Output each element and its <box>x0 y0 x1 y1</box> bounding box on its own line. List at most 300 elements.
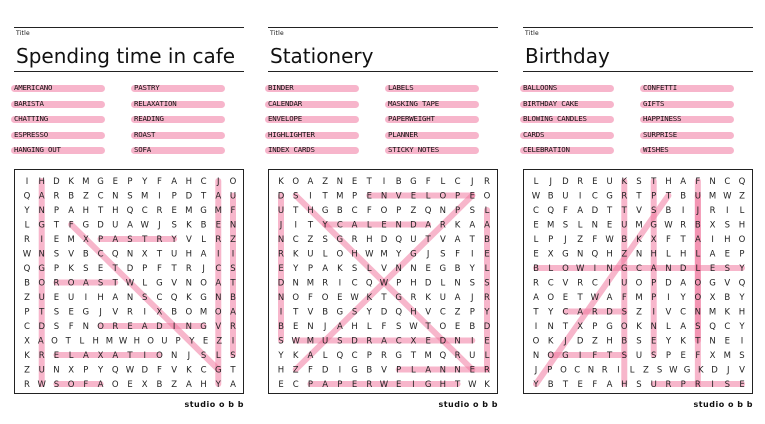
grid-letter: R <box>484 177 490 187</box>
grid-letter: F <box>695 177 701 187</box>
grid-letter: D <box>380 307 388 318</box>
grid-letter: E <box>724 336 730 347</box>
grid-letter: L <box>548 264 554 274</box>
word-text: READING <box>134 114 164 123</box>
grid-letter: S <box>97 278 104 289</box>
grid-letter: I <box>84 293 88 303</box>
grid-letter: Z <box>739 191 745 202</box>
grid-letter: A <box>336 322 343 332</box>
grid-letter: J <box>187 351 191 361</box>
grid-letter: P <box>548 235 554 245</box>
grid-letter: Y <box>142 177 148 187</box>
grid-letter: K <box>636 322 642 332</box>
grid-letter: T <box>621 206 627 216</box>
grid-letter: H <box>92 336 99 347</box>
grid-letter: B <box>68 191 75 202</box>
grid-letter: N <box>635 249 643 260</box>
grid-letter: U <box>469 351 476 361</box>
grid-letter: S <box>440 249 446 260</box>
grid-letter: V <box>112 307 119 318</box>
grid-letter: L <box>629 365 635 376</box>
grid-letter: O <box>620 322 628 332</box>
title-rule <box>523 71 753 72</box>
grid-letter: J <box>471 293 474 303</box>
grid-letter: P <box>680 380 686 390</box>
grid-letter: M <box>185 206 193 216</box>
word-text: BLOWING CANDLES <box>523 114 587 123</box>
grid-letter: E <box>127 322 133 332</box>
grid-letter: T <box>425 235 431 245</box>
grid-letter: A <box>425 365 432 376</box>
grid-letter: E <box>606 220 613 231</box>
grid-letter: H <box>410 278 417 289</box>
grid-letter: I <box>711 380 714 390</box>
grid-letter: Y <box>680 293 686 303</box>
grid-letter: Q <box>23 191 31 202</box>
grid-letter: P <box>337 380 343 390</box>
grid-letter: A <box>141 322 148 332</box>
grid-letter: D <box>576 336 584 347</box>
grid-letter: A <box>215 191 222 202</box>
grid-letter: T <box>425 322 431 332</box>
grid-letter: A <box>200 249 207 260</box>
grid-letter: T <box>230 365 236 376</box>
grid-letter: L <box>68 351 74 361</box>
grid-letter: N <box>170 351 178 361</box>
grid-letter: R <box>53 191 60 202</box>
grid-letter: A <box>650 264 657 274</box>
grid-letter: W <box>409 322 418 332</box>
grid-letter: A <box>454 235 461 245</box>
grid-letter: L <box>24 220 30 231</box>
grid-letter: B <box>156 380 163 390</box>
grid-letter: Q <box>111 365 119 376</box>
grid-letter: P <box>665 351 671 361</box>
grid-letter: Q <box>395 235 403 245</box>
grid-letter: R <box>591 307 598 318</box>
grid-letter: O <box>156 351 163 361</box>
word-list-item <box>268 115 302 123</box>
word-text: BIRTHDAY CAKE <box>523 98 579 108</box>
grid-letter: I <box>593 264 597 274</box>
grid-letter: M <box>67 235 75 245</box>
grid-letter: I <box>279 307 283 318</box>
grid-letter: A <box>351 220 358 231</box>
grid-letter: O <box>147 336 154 347</box>
grid-letter: A <box>680 278 687 289</box>
grid-letter: C <box>200 177 207 187</box>
grid-letter: I <box>740 336 744 347</box>
grid-letter: W <box>531 191 541 202</box>
word-text: SURPRISE <box>643 129 677 139</box>
word-list-item <box>134 146 151 154</box>
grid-letter: H <box>185 177 193 187</box>
grid-letter: T <box>112 264 118 274</box>
grid-letter: R <box>484 365 490 376</box>
grid-letter: M <box>723 351 731 361</box>
grid-letter: V <box>425 307 432 318</box>
grid-letter: K <box>724 307 731 318</box>
grid-letter: S <box>322 235 328 245</box>
grid-letter: Y <box>548 307 554 318</box>
grid-letter: G <box>562 249 569 260</box>
grid-letter: H <box>724 235 731 245</box>
grid-letter: R <box>694 380 701 390</box>
grid-letter: I <box>711 235 714 245</box>
grid-letter: K <box>337 264 343 274</box>
grid-letter: B <box>724 293 731 303</box>
grid-letter: E <box>562 293 569 303</box>
grid-letter: J <box>279 220 283 231</box>
grid-letter: R <box>156 235 163 245</box>
grid-letter: I <box>534 322 538 332</box>
grid-letter: G <box>97 177 104 187</box>
word-text: AMERICANO <box>14 83 53 92</box>
grid-letter: L <box>322 351 328 361</box>
grid-letter: I <box>412 380 415 390</box>
grid-letter: G <box>439 264 447 274</box>
grid-letter: G <box>709 278 716 289</box>
grid-letter: F <box>156 177 162 187</box>
grid-letter: N <box>395 220 402 231</box>
grid-letter: H <box>606 336 613 347</box>
grid-letter: Z <box>82 191 89 202</box>
grid-letter: O <box>380 206 388 216</box>
grid-letter: C <box>574 365 581 376</box>
grid-letter: T <box>97 206 104 216</box>
grid-letter: E <box>680 351 686 361</box>
word-list-item <box>388 100 439 108</box>
grid-letter: E <box>53 351 60 361</box>
grid-letter: S <box>200 351 207 361</box>
word-text: ROAST <box>134 129 156 139</box>
grid-letter: I <box>578 191 582 202</box>
grid-letter: O <box>694 278 702 289</box>
word-list-item <box>388 146 439 154</box>
grid-letter: E <box>484 336 490 347</box>
grid-letter: K <box>366 293 373 303</box>
panel-stationery <box>268 0 498 424</box>
grid-letter: C <box>454 177 461 187</box>
grid-letter: W <box>140 220 149 231</box>
grid-letter: B <box>621 336 628 347</box>
grid-letter: I <box>617 365 620 376</box>
grid-letter: U <box>322 336 329 347</box>
grid-letter: W <box>350 293 359 303</box>
grid-letter: P <box>455 191 461 202</box>
grid-letter: S <box>396 322 402 332</box>
grid-letter: N <box>587 365 595 376</box>
grid-letter: B <box>230 293 236 303</box>
grid-letter: P <box>307 380 313 390</box>
grid-letter: X <box>650 235 657 245</box>
grid-letter: T <box>562 322 569 332</box>
grid-letter: C <box>97 249 104 260</box>
grid-letter: F <box>562 206 568 216</box>
grid-letter: X <box>577 322 584 332</box>
grid-letter: W <box>291 336 300 347</box>
grid-letter: P <box>307 264 313 274</box>
word-text: CHATTING <box>14 114 48 123</box>
grid-letter: X <box>547 249 554 260</box>
grid-letter: G <box>38 264 46 274</box>
grid-letter: D <box>679 264 687 274</box>
grid-letter: N <box>38 249 45 260</box>
grid-letter: N <box>336 177 344 187</box>
grid-letter: W <box>365 249 374 260</box>
word-text: RELAXATION <box>134 98 177 108</box>
grid-letter: D <box>606 307 613 318</box>
grid-letter: G <box>82 307 90 318</box>
word-list-item <box>134 131 155 139</box>
grid-letter: C <box>351 351 358 361</box>
grid-letter: E <box>202 336 209 347</box>
grid-letter: U <box>307 249 314 260</box>
letter-grid-svg <box>524 170 751 392</box>
grid-letter: R <box>577 177 584 187</box>
grid-letter: I <box>338 365 342 376</box>
grid-letter: M <box>708 191 717 202</box>
word-list-item <box>523 84 557 92</box>
grid-letter: U <box>694 191 701 202</box>
grid-letter: Z <box>454 307 461 318</box>
grid-letter: S <box>351 264 358 274</box>
grid-letter: W <box>379 380 389 390</box>
grid-letter: G <box>200 322 207 332</box>
grid-letter: M <box>380 249 388 260</box>
top-rule <box>14 27 244 28</box>
grid-letter: A <box>533 293 539 303</box>
word-list <box>523 84 753 159</box>
grid-letter: D <box>351 336 358 347</box>
grid-letter: T <box>156 249 163 260</box>
grid-letter: B <box>336 206 343 216</box>
grid-letter: C <box>292 380 299 390</box>
grid-letter: P <box>175 336 181 347</box>
grid-letter: Z <box>24 365 30 376</box>
grid-letter: H <box>97 293 104 303</box>
grid-letter: V <box>307 307 314 318</box>
grid-letter: L <box>739 206 745 216</box>
word-text: CELEBRATION <box>523 145 570 154</box>
grid-letter: C <box>439 307 446 318</box>
grid-letter: H <box>738 220 746 231</box>
grid-letter: B <box>395 177 402 187</box>
grid-letter: X <box>709 351 716 361</box>
grid-letter: M <box>141 191 149 202</box>
grid-letter: K <box>621 177 628 187</box>
grid-letter: E <box>651 336 657 347</box>
grid-letter: Y <box>322 220 328 231</box>
grid-letter: E <box>410 191 417 202</box>
word-text: PASTRY <box>134 83 160 92</box>
grid-letter: A <box>469 220 476 231</box>
grid-letter: G <box>321 206 329 216</box>
grid-letter: N <box>709 177 716 187</box>
grid-letter: A <box>82 278 89 289</box>
grid-letter: A <box>38 191 45 202</box>
grid-letter: I <box>578 351 582 361</box>
grid-letter: U <box>621 278 628 289</box>
grid-letter: R <box>410 293 417 303</box>
grid-letter: Q <box>547 206 555 216</box>
grid-letter: Y <box>665 336 672 347</box>
grid-letter: E <box>278 380 284 390</box>
grid-letter: U <box>171 249 178 260</box>
word-text: HAPPINESS <box>643 114 682 123</box>
grid-letter: X <box>24 336 30 347</box>
grid-letter: Y <box>171 235 177 245</box>
grid-letter: P <box>651 278 657 289</box>
grid-letter: P <box>592 322 598 332</box>
grid-letter: R <box>230 322 236 332</box>
grid-letter: L <box>366 220 372 231</box>
grid-letter: F <box>307 293 313 303</box>
grid-letter: N <box>410 264 417 274</box>
grid-letter: A <box>112 293 119 303</box>
grid-letter: H <box>665 177 672 187</box>
grid-letter: H <box>621 380 628 390</box>
grid-letter: L <box>484 351 490 361</box>
grid-letter: I <box>471 336 474 347</box>
grid-letter: N <box>650 322 657 332</box>
grid-letter: H <box>650 249 657 260</box>
word-text: SOFA <box>134 145 151 154</box>
grid-letter: I <box>608 278 611 289</box>
word-text: BARISTA <box>14 98 44 108</box>
grid-letter: D <box>126 264 134 274</box>
grid-letter: E <box>484 249 490 260</box>
grid-letter: U <box>68 293 75 303</box>
grid-letter: S <box>695 322 701 332</box>
grid-letter: V <box>68 249 75 260</box>
grid-letter: R <box>381 351 387 361</box>
grid-letter: V <box>395 191 402 202</box>
word-list-item <box>134 115 164 123</box>
grid-letter: C <box>591 191 598 202</box>
grid-letter: X <box>141 249 148 260</box>
grid-letter: E <box>425 336 431 347</box>
grid-letter: S <box>53 380 60 390</box>
grid-letter: E <box>293 322 299 332</box>
grid-letter: E <box>396 380 402 390</box>
grid-letter: F <box>665 235 671 245</box>
grid-letter: U <box>410 235 417 245</box>
grid-letter: L <box>440 177 446 187</box>
grid-letter: L <box>577 220 583 231</box>
grid-letter: E <box>724 249 730 260</box>
grid-letter: F <box>156 365 162 376</box>
grid-letter: B <box>469 322 476 332</box>
grid-letter: F <box>156 264 162 274</box>
grid-letter: C <box>636 264 642 274</box>
grid-letter: T <box>322 191 328 202</box>
grid-letter: R <box>53 278 60 289</box>
word-text: PAPERWEIGHT <box>388 114 435 123</box>
grid-letter: L <box>533 235 539 245</box>
grid-letter: G <box>424 380 432 390</box>
grid-letter: D <box>53 177 60 187</box>
word-list-item <box>14 84 52 92</box>
grid-letter: A <box>680 177 687 187</box>
grid-letter: N <box>112 191 119 202</box>
grid-letter: N <box>126 249 134 260</box>
grid-letter: B <box>680 191 687 202</box>
grid-letter: J <box>158 220 161 231</box>
grid-letter: N <box>292 278 299 289</box>
grid-letter: K <box>186 365 192 376</box>
grid-letter: E <box>215 220 221 231</box>
grid-letter: W <box>379 278 389 289</box>
grid-letter: U <box>650 380 657 390</box>
page-title: Birthday <box>525 44 610 68</box>
grid-letter: H <box>679 249 687 260</box>
grid-letter: A <box>215 278 222 289</box>
grid-letter: Z <box>292 365 299 376</box>
grid-letter: H <box>410 307 417 318</box>
grid-letter: X <box>709 220 716 231</box>
grid-letter: W <box>468 380 477 390</box>
word-list-item <box>14 146 61 154</box>
grid-letter: F <box>83 380 89 390</box>
word-list-item <box>14 100 44 108</box>
grid-letter: S <box>83 264 89 274</box>
grid-letter: T <box>381 293 387 303</box>
grid-letter: E <box>53 293 60 303</box>
credit: studio o b b <box>438 400 498 409</box>
grid-letter: X <box>82 235 89 245</box>
grid-letter: H <box>439 380 447 390</box>
grid-letter: G <box>336 307 344 318</box>
grid-letter: P <box>53 206 59 216</box>
grid-letter: Z <box>322 177 329 187</box>
grid-letter: C <box>156 293 163 303</box>
word-text: CALENDAR <box>268 98 302 108</box>
grid-letter: S <box>127 235 133 245</box>
word-text: HIGHLIGHTER <box>268 129 315 139</box>
grid-letter: N <box>694 307 702 318</box>
word-list-item <box>643 100 664 108</box>
grid-letter: K <box>186 293 192 303</box>
grid-letter: R <box>439 220 446 231</box>
word-list-item <box>14 115 48 123</box>
grid-letter: P <box>739 249 745 260</box>
grid-letter: H <box>38 177 45 187</box>
grid-letter: Y <box>533 380 539 390</box>
grid-letter: T <box>307 220 314 231</box>
grid-letter: Q <box>170 293 178 303</box>
grid-letter: P <box>142 264 148 274</box>
grid-letter: S <box>469 278 475 289</box>
grid-letter: Q <box>439 351 447 361</box>
grid-letter: N <box>532 351 540 361</box>
grid-letter: D <box>591 206 599 216</box>
grid-letter: A <box>307 177 314 187</box>
grid-letter: Y <box>366 307 372 318</box>
grid-letter: H <box>200 380 207 390</box>
top-rule <box>268 27 498 28</box>
grid-letter: K <box>698 365 704 376</box>
grid-letter: I <box>231 249 235 260</box>
grid-letter: S <box>636 380 642 390</box>
grid-letter: V <box>171 365 178 376</box>
grid-letter: C <box>351 206 358 216</box>
word-text: ESPRESSO <box>14 129 48 139</box>
grid-letter: K <box>680 336 686 347</box>
grid-letter: R <box>366 380 373 390</box>
grid-letter: V <box>381 264 387 274</box>
grid-letter: A <box>381 336 387 347</box>
